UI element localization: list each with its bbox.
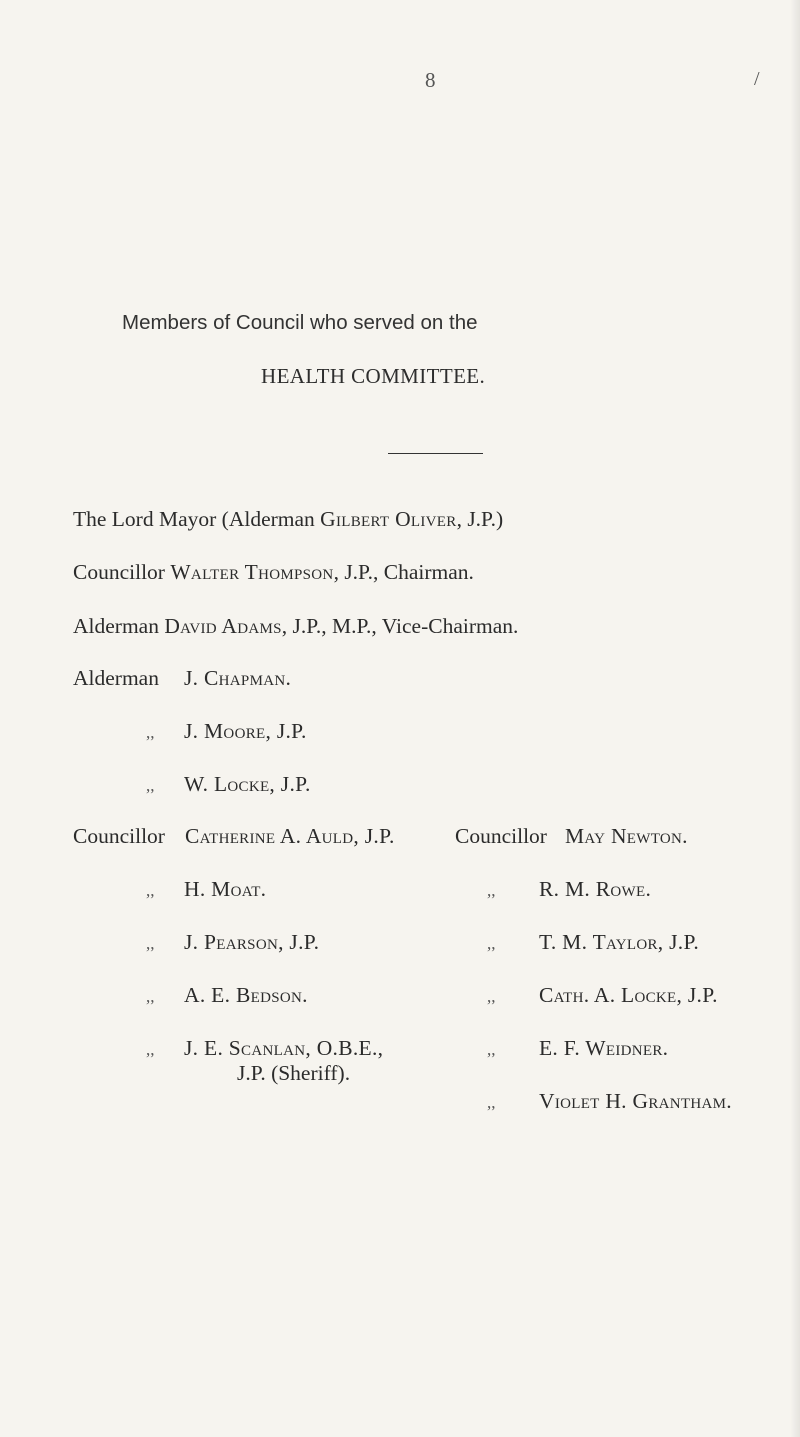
councillor-rowe: R. M. Rowe. [539, 877, 652, 901]
lord-mayor-prefix: The Lord Mayor (Alderman [73, 507, 321, 531]
councillor-newton: May Newton. [565, 824, 688, 848]
page-number: 8 [425, 68, 436, 92]
ditto-mark: ,, [146, 934, 155, 953]
ditto-mark: ,, [487, 1040, 496, 1059]
vice-chairman-suffix: , J.P., M.P., Vice-Chairman. [281, 614, 519, 638]
chairman-name: Walter Thompson [170, 560, 334, 584]
vice-chairman-prefix: Alderman [73, 614, 165, 638]
chairman-suffix: , J.P., Chairman. [333, 560, 474, 584]
councillor-bedson: A. E. Bedson. [184, 983, 308, 1007]
alderman-locke: W. Locke, J.P. [184, 772, 311, 796]
ditto-mark: ,, [146, 881, 155, 900]
councillor-weidner: E. F. Weidner. [539, 1036, 669, 1060]
vice-chairman-name: David Adams [164, 614, 282, 638]
corner-mark: / [754, 68, 760, 90]
councillor-taylor: T. M. Taylor, J.P. [539, 930, 700, 954]
councillor-moat: H. Moat. [184, 877, 267, 901]
divider-rule [388, 453, 483, 454]
alderman-chapman: J. Chapman. [184, 666, 292, 690]
ditto-mark: ,, [487, 987, 496, 1006]
ditto-mark: ,, [487, 881, 496, 900]
ditto-mark: ,, [146, 723, 155, 742]
councillor-title-right: Councillor [455, 824, 547, 848]
ditto-mark: ,, [487, 934, 496, 953]
councillor-auld: Catherine A. Auld, J.P. [185, 824, 395, 848]
councillor-scanlan-continuation: J.P. (Sheriff). [237, 1061, 351, 1085]
alderman-title: Alderman [73, 666, 159, 690]
ditto-mark: ,, [487, 1093, 496, 1112]
councillor-cath-locke: Cath. A. Locke, J.P. [539, 983, 718, 1007]
ditto-mark: ,, [146, 776, 155, 795]
councillor-grantham: Violet H. Grantham. [539, 1089, 732, 1113]
committee-heading: HEALTH COMMITTEE. [261, 364, 486, 388]
lord-mayor-suffix: , J.P.) [456, 507, 504, 531]
lord-mayor-entry [73, 507, 503, 532]
chairman-prefix: Councillor [73, 560, 171, 584]
councillor-title-left: Councillor [73, 824, 165, 848]
intro-text: Members of Council who served on the [122, 311, 478, 334]
page-edge-shadow [790, 0, 800, 1437]
chairman-entry [73, 560, 474, 585]
vice-chairman-entry [73, 614, 518, 639]
alderman-moore: J. Moore, J.P. [184, 719, 307, 743]
lord-mayor-name: Gilbert Oliver [320, 507, 457, 531]
councillor-pearson: J. Pearson, J.P. [184, 930, 320, 954]
councillor-scanlan: J. E. Scanlan, O.B.E., [184, 1036, 384, 1060]
ditto-mark: ,, [146, 987, 155, 1006]
ditto-mark: ,, [146, 1040, 155, 1059]
